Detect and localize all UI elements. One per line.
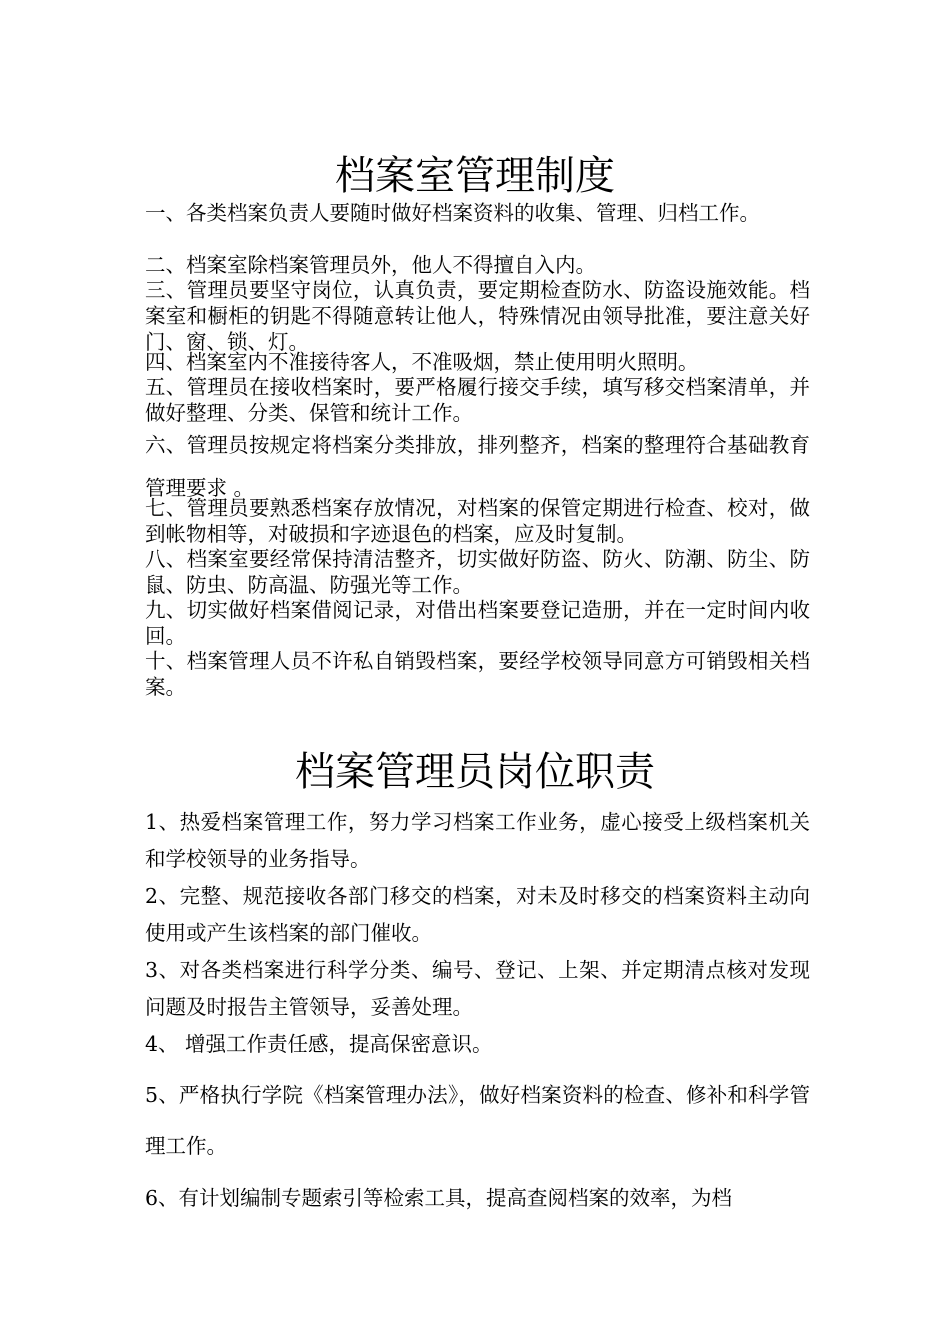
archivist-duties-title: 档案管理员岗位职责: [295, 749, 655, 795]
rule-3: 三、管理员要坚守岗位，认真负责，要定期检查防水、防盗设施效能。档案室和橱柜的钥匙不得随意转让他人，特殊情况由领导批准，要注意关好门、窗、锁、灯。: [145, 278, 810, 354]
rule-4: 四、档案室内不准接待客人，不准吸烟，禁止使用明火照明。: [145, 350, 699, 374]
rule-7: 七、管理员要熟悉档案存放情况，对档案的保管定期进行检查、校对，做到帐物相等，对破损和字迹退色的档案，应及时复制。: [145, 496, 810, 546]
rule-1: 一、各类档案负责人要随时做好档案资料的收集、管理、归档工作。: [145, 201, 760, 225]
rule-5: 五、管理员在接收档案时，要严格履行接交手续，填写移交档案清单，并做好整理、分类、保管和统计工作。: [145, 375, 810, 425]
rule-10: 十、档案管理人员不许私自销毁档案，要经学校领导同意方可销毁相关档案。: [145, 649, 810, 699]
rule-8: 八、档案室要经常保持清洁整齐，切实做好防盗、防火、防潮、防尘、防鼠、防虫、防高温、防强光等工作。: [145, 547, 810, 597]
rule-6: 六、管理员按规定将档案分类排放，排列整齐，档案的整理符合基础教育管理要求 。: [145, 433, 810, 500]
duty-5: 5、严格执行学院《档案管理办法》，做好档案资料的检查、修补和科学管理工作。: [145, 1083, 810, 1158]
duty-2: 2、完整、规范接收各部门移交的档案，对未及时移交的档案资料主动向使用或产生该档案的部门催收。: [145, 884, 810, 945]
duty-6: 6、有计划编制专题索引等检索工具，提高查阅档案的效率，为档: [145, 1186, 733, 1210]
duty-4: 4、 增强工作责任感，提高保密意识。: [145, 1032, 493, 1056]
duty-1: 1、热爱档案管理工作，努力学习档案工作业务，虚心接受上级档案机关和学校领导的业务指导。: [145, 810, 810, 871]
duty-3: 3、对各类档案进行科学分类、编号、登记、上架、并定期清点核对发现问题及时报告主管领导，妥善处理。: [145, 958, 810, 1019]
rule-2: 二、档案室除档案管理员外，他人不得擅自入内。: [145, 253, 596, 277]
rule-9: 九、切实做好档案借阅记录，对借出档案要登记造册，并在一定时间内收回。: [145, 598, 810, 648]
archive-room-rules-title: 档案室管理制度: [335, 153, 615, 199]
